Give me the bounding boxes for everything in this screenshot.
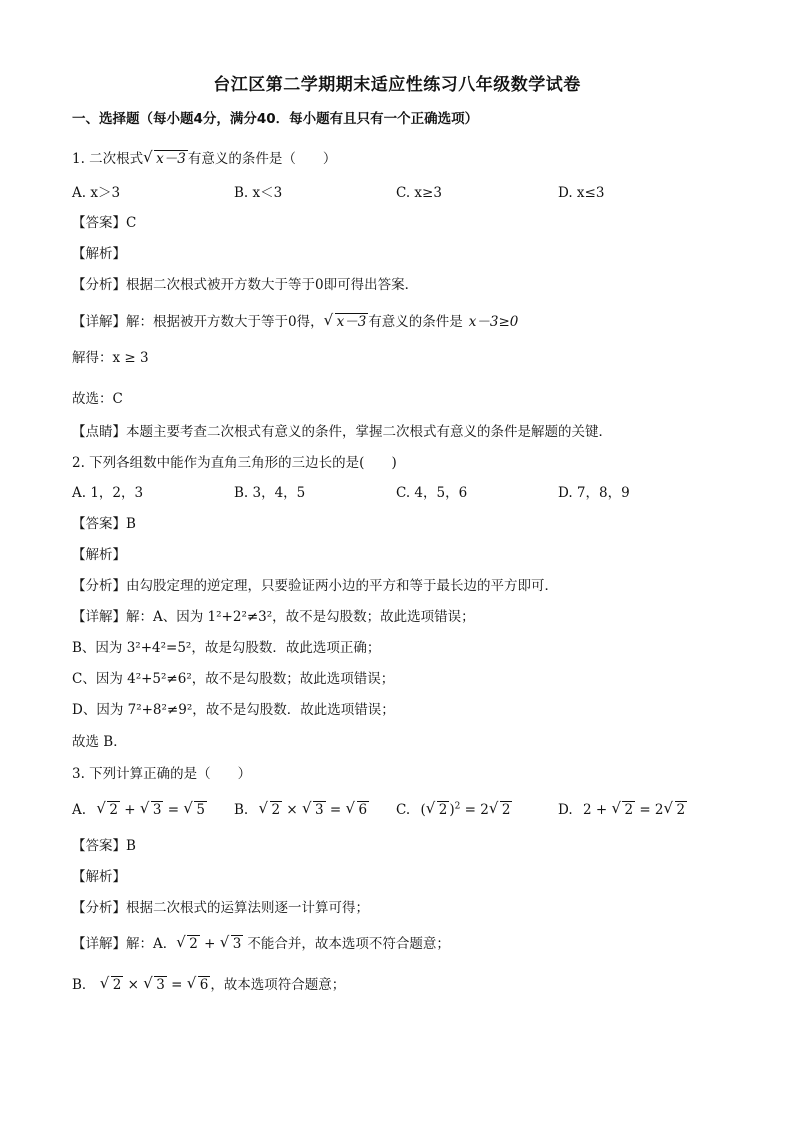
q3-option-c-label: C. [396, 802, 411, 818]
q3-a-radicand-1: 2 [109, 802, 118, 818]
q1-stem-post: 有意义的条件是（ ） [187, 151, 337, 167]
section-heading: 一、选择题（每小题4分，满分40．每小题有且只有一个正确选项） [72, 111, 479, 127]
q3-c-radical-2 [489, 801, 513, 819]
q3-c-radicand-2: 2 [501, 802, 511, 818]
q3-b-radicand-1: 2 [271, 802, 281, 818]
q1-answer: 【答案】C [72, 215, 137, 231]
q3-option-c [396, 801, 512, 819]
q3-xb-op: × [127, 977, 139, 993]
q1-option-d: D. x≤3 [558, 185, 605, 201]
q3-xiangjie-b [72, 976, 345, 994]
q3-a-radical-2 [140, 801, 164, 819]
q3-b-op: × [286, 802, 298, 818]
q3-b-post: ，故本选项符合题意； [210, 977, 346, 993]
q2-option-a: A. 1，2，3 [72, 485, 144, 501]
q1-option-a: A. x＞3 [72, 185, 121, 201]
q2-xiangjie-a: 【详解】解：A、因为 1²+2²≠3²，故不是勾股数；故此选项错误； [72, 609, 475, 625]
q3-fenxi: 【分析】根据二次根式的运算法则逐一计算可得； [72, 900, 369, 916]
q3-d-radicand-2: 2 [676, 802, 686, 818]
q3-d-radical-1 [611, 801, 635, 819]
q2-stem: 2. 下列各组数中能作为直角三角形的三边长的是( ) [72, 455, 397, 471]
q3-c-radicand-1: 2 [438, 802, 448, 818]
q1-stem-pre: 1. 二次根式 [72, 151, 144, 167]
q1-radical [143, 150, 188, 168]
q3-xb-eq: = [171, 977, 183, 993]
q3-option-d-label: D. [558, 802, 573, 818]
q3-a-radical-3 [183, 801, 207, 819]
q3-analysis-label: 【解析】 [72, 869, 126, 885]
q3-xiangjie-pre: 【详解】解：A． [72, 936, 177, 952]
q3-option-a [72, 801, 207, 819]
q1-radicand: x－3 [156, 151, 186, 167]
q3-c-eq: = 2 [464, 802, 489, 818]
q3-xb-radical-3 [187, 976, 211, 994]
q3-b-radical-1 [259, 801, 283, 819]
q1-xiangjie-mid: 有意义的条件是 [368, 314, 463, 330]
q3-b-pre: B． [72, 977, 96, 993]
q3-b-eq: = [329, 802, 342, 818]
q3-xiangjie-radical-2 [220, 935, 244, 953]
q3-a-radicand-2: 3 [152, 802, 162, 818]
q3-xiangjie-post: 不能合并，故本选项不符合题意； [247, 936, 450, 952]
q3-b-radicand-3: 6 [358, 802, 368, 818]
q3-a-op: + [124, 802, 136, 818]
q3-xiangjie [72, 935, 450, 953]
q3-xb-radical-1 [100, 976, 124, 994]
q2-analysis-label: 【解析】 [72, 547, 126, 563]
q1-xiangjie [72, 313, 518, 331]
q3-option-b [234, 801, 369, 819]
q3-xiangjie-radicand-1: 2 [189, 936, 198, 952]
q3-c-exponent: 2 [454, 801, 461, 812]
q3-a-radicand-3: 5 [196, 802, 205, 818]
q1-stem [72, 150, 336, 168]
q3-stem: 3. 下列计算正确的是（ ） [72, 766, 252, 782]
q3-xiangjie-radicand-2: 3 [232, 936, 242, 952]
q3-d-radical-2 [664, 801, 688, 819]
q1-dianjing: 【点睛】本题主要考查二次根式有意义的条件，掌握二次根式有意义的条件是解题的关键． [72, 424, 612, 440]
q3-xb-radical-2 [143, 976, 167, 994]
q2-fenxi: 【分析】由勾股定理的逆定理，只要验证两小边的平方和等于最长边的平方即可． [72, 578, 558, 594]
q3-c-paren-open: ( [420, 802, 426, 818]
q3-xb-radicand-1: 2 [112, 977, 122, 993]
q3-d-radicand-1: 2 [624, 802, 634, 818]
q2-answer: 【答案】B [72, 516, 136, 532]
q1-xiangjie-radical [324, 313, 369, 331]
q1-analysis-label: 【解析】 [72, 246, 126, 262]
q3-d-eq: = 2 [639, 802, 664, 818]
q3-option-d [558, 801, 687, 819]
q1-jiede: 解得：x ≥ 3 [72, 350, 149, 366]
q3-b-radical-3 [346, 801, 370, 819]
q3-c-paren-close: ) [449, 802, 455, 818]
q3-c-radical-1 [426, 801, 450, 819]
q3-b-radicand-2: 3 [315, 802, 324, 818]
q2-option-d: D. 7，8，9 [558, 485, 630, 501]
q2-xiangjie-b: B、因为 3²+4²=5²，故是勾股数．故此选项正确； [72, 640, 381, 656]
q3-xb-radicand-3: 6 [199, 977, 209, 993]
q1-xiangjie-radicand: x－3 [336, 314, 367, 330]
q3-d-lhs: 2 + [582, 802, 608, 818]
q3-a-eq: = [167, 802, 180, 818]
q1-fenxi: 【分析】根据二次根式被开方数大于等于0即可得出答案． [72, 277, 419, 293]
q2-xiangjie-c: C、因为 4²+5²≠6²，故不是勾股数；故此选项错误； [72, 671, 395, 687]
q3-xb-radicand-2: 3 [156, 977, 165, 993]
q2-option-c: C. 4，5，6 [396, 485, 468, 501]
q3-option-a-label: A. [72, 802, 87, 818]
q1-option-b: B. x＜3 [234, 185, 283, 201]
q2-option-b: B. 3，4，5 [234, 485, 306, 501]
q1-xiangjie-pre: 【详解】解：根据被开方数大于等于0得， [72, 314, 324, 330]
q3-xiangjie-radical-1 [176, 935, 200, 953]
q3-a-radical-1 [96, 801, 120, 819]
q1-xiangjie-cond: x－3≥0 [468, 314, 519, 330]
q3-answer: 【答案】B [72, 838, 136, 854]
q1-option-c: C. x≥3 [396, 185, 442, 201]
q3-option-b-label: B. [234, 802, 249, 818]
q1-guxuan: 故选：C [72, 391, 123, 407]
q2-xiangjie-d: D、因为 7²+8²≠9²，故不是勾股数．故此选项错误； [72, 702, 395, 718]
q3-b-radical-2 [302, 801, 326, 819]
q2-guxuan: 故选 B． [72, 734, 127, 750]
q3-xiangjie-op: + [204, 936, 216, 952]
page-title: 台江区第二学期期末适应性练习八年级数学试卷 [213, 75, 581, 95]
